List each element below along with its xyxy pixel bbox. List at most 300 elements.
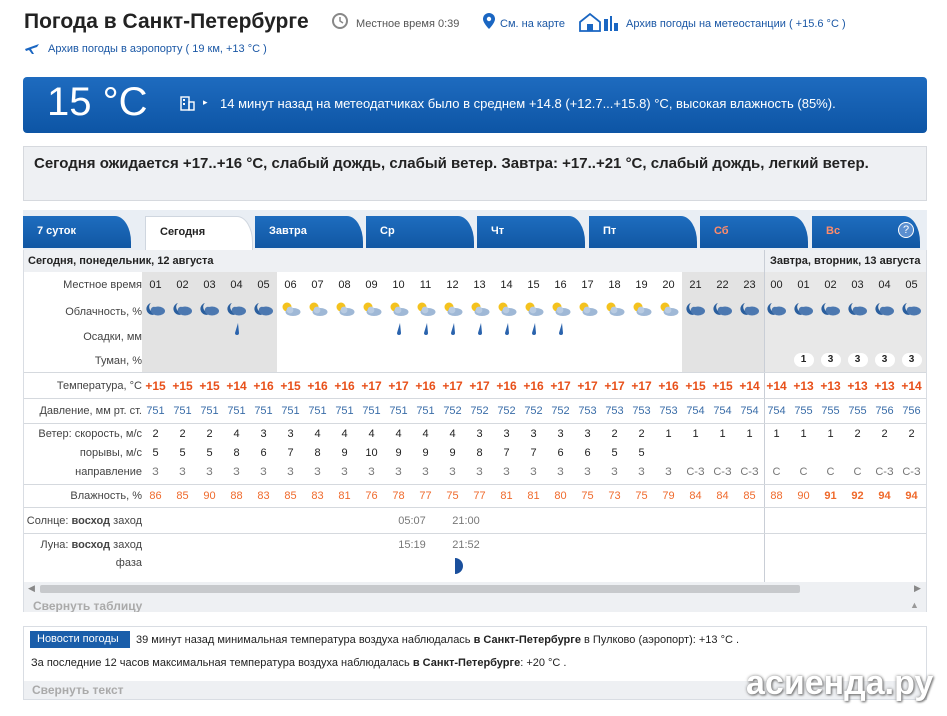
direction-cell: С — [799, 466, 808, 478]
temp-cell: +16 — [415, 379, 436, 393]
humidity-cell: 85 — [284, 490, 297, 502]
wind-cell: 3 — [287, 428, 294, 440]
local-time-label: Местное время — [356, 18, 435, 30]
temp-cell: +16 — [523, 379, 544, 393]
day-tabs — [23, 210, 927, 250]
forecast-summary: Сегодня ожидается +17..+16 °C, слабый дождь, слабый ветер. Завтра: +17..+21 °C, слабый дождь, легкий ветер. — [23, 146, 927, 201]
fog-value: 3 — [902, 353, 922, 367]
fog-cell — [844, 353, 871, 367]
airport-archive-link[interactable]: Архив погоды в аэропорту ( 19 км, +13 °C ) — [48, 43, 267, 55]
direction-cell: З — [665, 466, 672, 478]
wind-cell: 3 — [557, 428, 564, 440]
night-cloud-icon — [901, 300, 923, 318]
humidity-cell: 83 — [311, 490, 324, 502]
current-conditions-bar — [23, 77, 927, 133]
temp-cell: +14 — [901, 379, 922, 393]
fog-value: 3 — [848, 353, 868, 367]
row-label-sun — [24, 515, 142, 527]
moon-label: Луна: — [40, 539, 69, 551]
direction-cell: С — [853, 466, 862, 478]
direction-cell: З — [557, 466, 564, 478]
pressure-cell: 752 — [443, 405, 462, 417]
wind-cell: 4 — [422, 428, 429, 440]
sun-cloud-icon — [307, 300, 329, 318]
sun-cloud-icon — [388, 300, 410, 318]
humidity-cell: 92 — [851, 490, 864, 502]
gust-cell: 5 — [638, 447, 645, 459]
hour-cell: 04 — [878, 279, 891, 291]
hour-cell: 20 — [662, 279, 675, 291]
sun-cloud-icon — [415, 300, 437, 318]
pressure-cell: 756 — [902, 405, 921, 417]
sun-cloud-icon — [334, 300, 356, 318]
night-cloud-icon — [739, 300, 761, 318]
temp-cell: +16 — [496, 379, 517, 393]
temp-cell: +17 — [388, 379, 409, 393]
row-label-phase: фаза — [115, 557, 142, 569]
temp-cell: +15 — [280, 379, 301, 393]
humidity-cell: 84 — [689, 490, 702, 502]
wind-cell: 4 — [341, 428, 348, 440]
wind-cell: 2 — [881, 428, 888, 440]
gust-cell: 7 — [287, 447, 294, 459]
temp-cell: +17 — [469, 379, 490, 393]
hour-cell: 02 — [824, 279, 837, 291]
raindrop-icon — [422, 322, 430, 336]
humidity-cell: 75 — [635, 490, 648, 502]
hour-cell: 08 — [338, 279, 351, 291]
pressure-cell: 755 — [794, 405, 813, 417]
sun-cloud-icon — [658, 300, 680, 318]
wind-cell: 2 — [179, 428, 186, 440]
temp-cell: +14 — [766, 379, 787, 393]
moonrise-time: 15:19 — [398, 539, 426, 551]
day-header-today: Сегодня, понедельник, 12 августа — [28, 255, 214, 267]
humidity-cell: 81 — [527, 490, 540, 502]
raindrop-icon — [476, 322, 484, 336]
pressure-cell: 754 — [767, 405, 786, 417]
watermark-logo: асиенда.ру — [746, 664, 934, 702]
hour-cell: 05 — [905, 279, 918, 291]
gust-cell: 6 — [584, 447, 591, 459]
temp-cell: +15 — [685, 379, 706, 393]
forecast-table — [23, 250, 927, 612]
temp-cell: +17 — [550, 379, 571, 393]
direction-cell: З — [530, 466, 537, 478]
sun-cloud-icon — [550, 300, 572, 318]
night-cloud-icon — [766, 300, 788, 318]
sun-cloud-icon — [577, 300, 599, 318]
pressure-cell: 751 — [227, 405, 246, 417]
news-badge: Новости погоды — [30, 631, 130, 648]
sunrise-time: 05:07 — [398, 515, 426, 527]
collapse-text-link[interactable]: Свернуть текст — [32, 683, 124, 697]
hour-cell: 21 — [689, 279, 702, 291]
sun-cloud-icon — [442, 300, 464, 318]
pressure-cell: 756 — [875, 405, 894, 417]
hour-cell: 14 — [500, 279, 513, 291]
pressure-cell: 751 — [200, 405, 219, 417]
hour-cell: 03 — [851, 279, 864, 291]
fog-value: 1 — [794, 353, 814, 367]
temp-cell: +16 — [658, 379, 679, 393]
temp-cell: +16 — [334, 379, 355, 393]
temp-cell: +17 — [631, 379, 652, 393]
help-icon[interactable]: ? — [898, 222, 914, 238]
pressure-cell: 751 — [254, 405, 273, 417]
hour-cell: 18 — [608, 279, 621, 291]
wind-cell: 2 — [611, 428, 618, 440]
night-cloud-icon — [712, 300, 734, 318]
humidity-cell: 83 — [257, 490, 270, 502]
hour-cell: 22 — [716, 279, 729, 291]
temp-cell: +15 — [172, 379, 193, 393]
temp-cell: +13 — [820, 379, 841, 393]
gust-cell: 7 — [530, 447, 537, 459]
pressure-cell: 752 — [551, 405, 570, 417]
hour-cell: 19 — [635, 279, 648, 291]
gust-cell: 5 — [179, 447, 186, 459]
humidity-cell: 86 — [149, 490, 162, 502]
gust-cell: 5 — [206, 447, 213, 459]
row-label-precip: Осадки, мм — [83, 331, 142, 343]
direction-cell: З — [206, 466, 213, 478]
humidity-cell: 75 — [581, 490, 594, 502]
hour-cell: 10 — [392, 279, 405, 291]
gust-cell: 9 — [395, 447, 402, 459]
table-scrollbar[interactable] — [24, 582, 926, 596]
tab-tomorrow[interactable]: Завтра — [255, 216, 363, 248]
direction-cell: З — [503, 466, 510, 478]
wind-cell: 1 — [665, 428, 672, 440]
temp-cell: +13 — [874, 379, 895, 393]
pressure-cell: 751 — [146, 405, 165, 417]
direction-cell: З — [179, 466, 186, 478]
direction-cell: С-З — [902, 466, 921, 478]
pressure-cell: 753 — [632, 405, 651, 417]
tab-thu[interactable]: Чт — [477, 216, 585, 248]
sun-cloud-icon — [280, 300, 302, 318]
hour-cell: 02 — [176, 279, 189, 291]
wind-cell: 2 — [638, 428, 645, 440]
temp-cell: +15 — [145, 379, 166, 393]
night-cloud-icon — [145, 300, 167, 318]
moon-set-label: заход — [113, 539, 142, 551]
raindrop-icon — [233, 322, 241, 336]
raindrop-icon — [530, 322, 538, 336]
gust-cell: 9 — [422, 447, 429, 459]
wind-cell: 3 — [476, 428, 483, 440]
raindrop-icon — [395, 322, 403, 336]
tab-wed[interactable]: Ср — [366, 216, 474, 248]
gust-cell: 5 — [152, 447, 159, 459]
hour-cell: 05 — [257, 279, 270, 291]
sunset-time: 21:00 — [452, 515, 480, 527]
direction-cell: С — [826, 466, 835, 478]
temp-cell: +15 — [712, 379, 733, 393]
night-cloud-icon — [199, 300, 221, 318]
humidity-cell: 88 — [230, 490, 243, 502]
direction-cell: З — [341, 466, 348, 478]
temp-cell: +13 — [793, 379, 814, 393]
wind-cell: 1 — [692, 428, 699, 440]
direction-cell: З — [368, 466, 375, 478]
wind-cell: 1 — [800, 428, 807, 440]
humidity-cell: 84 — [716, 490, 729, 502]
direction-cell: З — [584, 466, 591, 478]
pressure-cell: 754 — [740, 405, 759, 417]
temp-cell: +13 — [847, 379, 868, 393]
local-time-value: 0:39 — [438, 18, 460, 30]
direction-cell: З — [260, 466, 267, 478]
temp-cell: +16 — [307, 379, 328, 393]
hour-cell: 09 — [365, 279, 378, 291]
gust-cell: 8 — [233, 447, 240, 459]
hour-cell: 01 — [149, 279, 162, 291]
row-label-time: Местное время — [63, 279, 142, 291]
temp-cell: +14 — [739, 379, 760, 393]
hour-cell: 06 — [284, 279, 297, 291]
fog-cell — [790, 353, 817, 367]
row-label-pressure: Давление, мм рт. ст. — [39, 405, 142, 417]
map-pin-icon — [482, 12, 496, 30]
tab-today[interactable]: Сегодня — [145, 216, 253, 250]
news-line-1: 39 минут назад минимальная температура воздуха наблюдалась в Санкт-Петербурге в Пулково (аэропорт): +13 °С . — [136, 634, 740, 646]
night-cloud-icon — [793, 300, 815, 318]
scroll-right-icon[interactable]: ▶ — [914, 583, 921, 593]
temp-cell: +17 — [604, 379, 625, 393]
humidity-cell: 85 — [743, 490, 756, 502]
wind-cell: 1 — [746, 428, 753, 440]
page-title: Погода в Санкт-Петербурге — [24, 10, 309, 33]
wind-cell: 2 — [908, 428, 915, 440]
humidity-cell: 79 — [662, 490, 675, 502]
hour-cell: 01 — [797, 279, 810, 291]
night-cloud-icon — [874, 300, 896, 318]
hour-cell: 11 — [419, 279, 432, 291]
wind-cell: 3 — [530, 428, 537, 440]
row-label-moon — [24, 539, 142, 551]
sun-cloud-icon — [361, 300, 383, 318]
humidity-cell: 80 — [554, 490, 567, 502]
humidity-cell: 90 — [797, 490, 810, 502]
wind-cell: 3 — [260, 428, 267, 440]
gust-cell: 9 — [341, 447, 348, 459]
collapse-up-icon[interactable]: ▲ — [910, 600, 919, 610]
gust-cell: 7 — [503, 447, 510, 459]
temp-cell: +17 — [577, 379, 598, 393]
hour-cell: 12 — [446, 279, 459, 291]
direction-cell: З — [287, 466, 294, 478]
row-label-temp: Температура, °C — [56, 380, 142, 392]
sun-cloud-icon — [631, 300, 653, 318]
humidity-cell: 75 — [446, 490, 459, 502]
pressure-cell: 752 — [524, 405, 543, 417]
wind-cell: 2 — [854, 428, 861, 440]
pressure-cell: 755 — [821, 405, 840, 417]
row-label-clouds: Облачность, % — [65, 306, 142, 318]
row-label-gusts: порывы, м/с — [79, 447, 142, 459]
humidity-cell: 77 — [419, 490, 432, 502]
night-cloud-icon — [685, 300, 707, 318]
sun-cloud-icon — [496, 300, 518, 318]
direction-cell: З — [314, 466, 321, 478]
pressure-cell: 753 — [578, 405, 597, 417]
direction-cell: С-З — [713, 466, 732, 478]
news-line-2: За последние 12 часов максимальная температура воздуха наблюдалась в Санкт-Петербурге: +20 °С . — [31, 657, 567, 669]
temp-cell: +17 — [442, 379, 463, 393]
sun-label: Солнце: — [26, 515, 69, 527]
hour-cell: 17 — [581, 279, 594, 291]
airplane-icon — [24, 41, 40, 55]
pressure-cell: 751 — [281, 405, 300, 417]
hour-cell: 23 — [743, 279, 756, 291]
row-label-wind: Ветер: скорость, м/с — [38, 428, 142, 440]
hour-cell: 04 — [230, 279, 243, 291]
building-icon — [179, 95, 195, 111]
wind-cell: 4 — [449, 428, 456, 440]
humidity-cell: 85 — [176, 490, 189, 502]
temp-cell: +17 — [361, 379, 382, 393]
hour-cell: 15 — [527, 279, 540, 291]
collapse-table-link[interactable]: Свернуть таблицу — [33, 599, 143, 612]
page-header — [24, 8, 924, 64]
wind-cell: 2 — [206, 428, 213, 440]
fog-value: 3 — [821, 353, 841, 367]
wind-cell: 4 — [314, 428, 321, 440]
direction-cell: З — [395, 466, 402, 478]
wind-cell: 1 — [827, 428, 834, 440]
fog-cell — [817, 353, 844, 367]
scrollbar-thumb[interactable] — [40, 585, 800, 593]
direction-cell: С-З — [875, 466, 894, 478]
hour-cell: 16 — [554, 279, 567, 291]
pressure-cell: 751 — [173, 405, 192, 417]
temp-cell: +16 — [253, 379, 274, 393]
raindrop-icon — [449, 322, 457, 336]
humidity-cell: 76 — [365, 490, 378, 502]
wind-cell: 3 — [584, 428, 591, 440]
row-label-direction: направление — [75, 466, 142, 478]
direction-cell: З — [638, 466, 645, 478]
pressure-cell: 751 — [416, 405, 435, 417]
night-cloud-icon — [820, 300, 842, 318]
direction-cell: З — [611, 466, 618, 478]
tab-7-days[interactable]: 7 суток — [23, 216, 131, 248]
humidity-cell: 94 — [905, 490, 918, 502]
sun-cloud-icon — [523, 300, 545, 318]
temp-cell: +15 — [199, 379, 220, 393]
direction-cell: С — [772, 466, 781, 478]
raindrop-icon — [557, 322, 565, 336]
clock-icon — [332, 13, 348, 29]
pressure-cell: 751 — [308, 405, 327, 417]
wind-cell: 4 — [368, 428, 375, 440]
humidity-cell: 78 — [392, 490, 405, 502]
row-label-humidity: Влажность, % — [70, 490, 142, 502]
hour-cell: 00 — [770, 279, 783, 291]
hour-cell: 13 — [473, 279, 486, 291]
direction-cell: С-З — [686, 466, 705, 478]
pressure-cell: 752 — [497, 405, 516, 417]
sun-rise-label: восход — [71, 515, 111, 527]
row-label-fog: Туман, % — [94, 355, 142, 367]
gust-cell: 9 — [449, 447, 456, 459]
weather-station-icon — [578, 10, 622, 32]
pressure-cell: 753 — [659, 405, 678, 417]
fog-cell — [871, 353, 898, 367]
pressure-cell: 754 — [686, 405, 705, 417]
gust-cell: 5 — [611, 447, 618, 459]
tab-sat[interactable]: Сб — [700, 216, 808, 248]
hour-cell: 07 — [311, 279, 324, 291]
humidity-cell: 88 — [770, 490, 783, 502]
fog-value: 3 — [875, 353, 895, 367]
night-cloud-icon — [847, 300, 869, 318]
sun-set-label: заход — [113, 515, 142, 527]
humidity-cell: 81 — [500, 490, 513, 502]
current-message: 14 минут назад на метеодатчиках было в среднем +14.8 (+12.7...+15.8) °C, высокая влажность (85%). — [220, 96, 836, 111]
humidity-cell: 90 — [203, 490, 216, 502]
temp-cell: +14 — [226, 379, 247, 393]
gust-cell: 10 — [365, 447, 378, 459]
pressure-cell: 751 — [362, 405, 381, 417]
wind-cell: 4 — [233, 428, 240, 440]
wind-cell: 4 — [395, 428, 402, 440]
tab-sun[interactable]: Вс — [812, 216, 920, 248]
humidity-cell: 77 — [473, 490, 486, 502]
night-cloud-icon — [253, 300, 275, 318]
humidity-cell: 81 — [338, 490, 351, 502]
pressure-cell: 755 — [848, 405, 867, 417]
wind-cell: 1 — [719, 428, 726, 440]
moonset-time: 21:52 — [452, 539, 480, 551]
wind-cell: 1 — [773, 428, 780, 440]
direction-cell: З — [152, 466, 159, 478]
sun-cloud-icon — [469, 300, 491, 318]
direction-cell: С-З — [740, 466, 759, 478]
raindrop-icon — [503, 322, 511, 336]
pressure-cell: 751 — [389, 405, 408, 417]
pressure-cell: 754 — [713, 405, 732, 417]
humidity-cell: 91 — [824, 490, 837, 502]
direction-cell: З — [422, 466, 429, 478]
pressure-cell: 752 — [470, 405, 489, 417]
current-temperature: 15 °C — [47, 80, 148, 124]
fog-cell — [898, 353, 925, 367]
gust-cell: 6 — [260, 447, 267, 459]
pressure-cell: 753 — [605, 405, 624, 417]
map-link[interactable]: См. на карте — [500, 18, 565, 30]
moon-phase-icon — [450, 557, 464, 575]
direction-cell: З — [476, 466, 483, 478]
sun-cloud-icon — [604, 300, 626, 318]
station-archive-link[interactable]: Архив погоды на метеостанции ( +15.6 °C ) — [626, 18, 846, 30]
tab-fri[interactable]: Пт — [589, 216, 697, 248]
gust-cell: 8 — [314, 447, 321, 459]
humidity-cell: 94 — [878, 490, 891, 502]
humidity-cell: 73 — [608, 490, 621, 502]
moon-rise-label: восход — [71, 539, 111, 551]
direction-cell: З — [449, 466, 456, 478]
wind-cell: 3 — [503, 428, 510, 440]
hour-cell: 03 — [203, 279, 216, 291]
scroll-left-icon[interactable]: ◀ — [28, 583, 35, 593]
gust-cell: 8 — [476, 447, 483, 459]
wind-cell: 2 — [152, 428, 159, 440]
day-header-tomorrow: Завтра, вторник, 13 августа — [770, 255, 921, 267]
direction-cell: З — [233, 466, 240, 478]
